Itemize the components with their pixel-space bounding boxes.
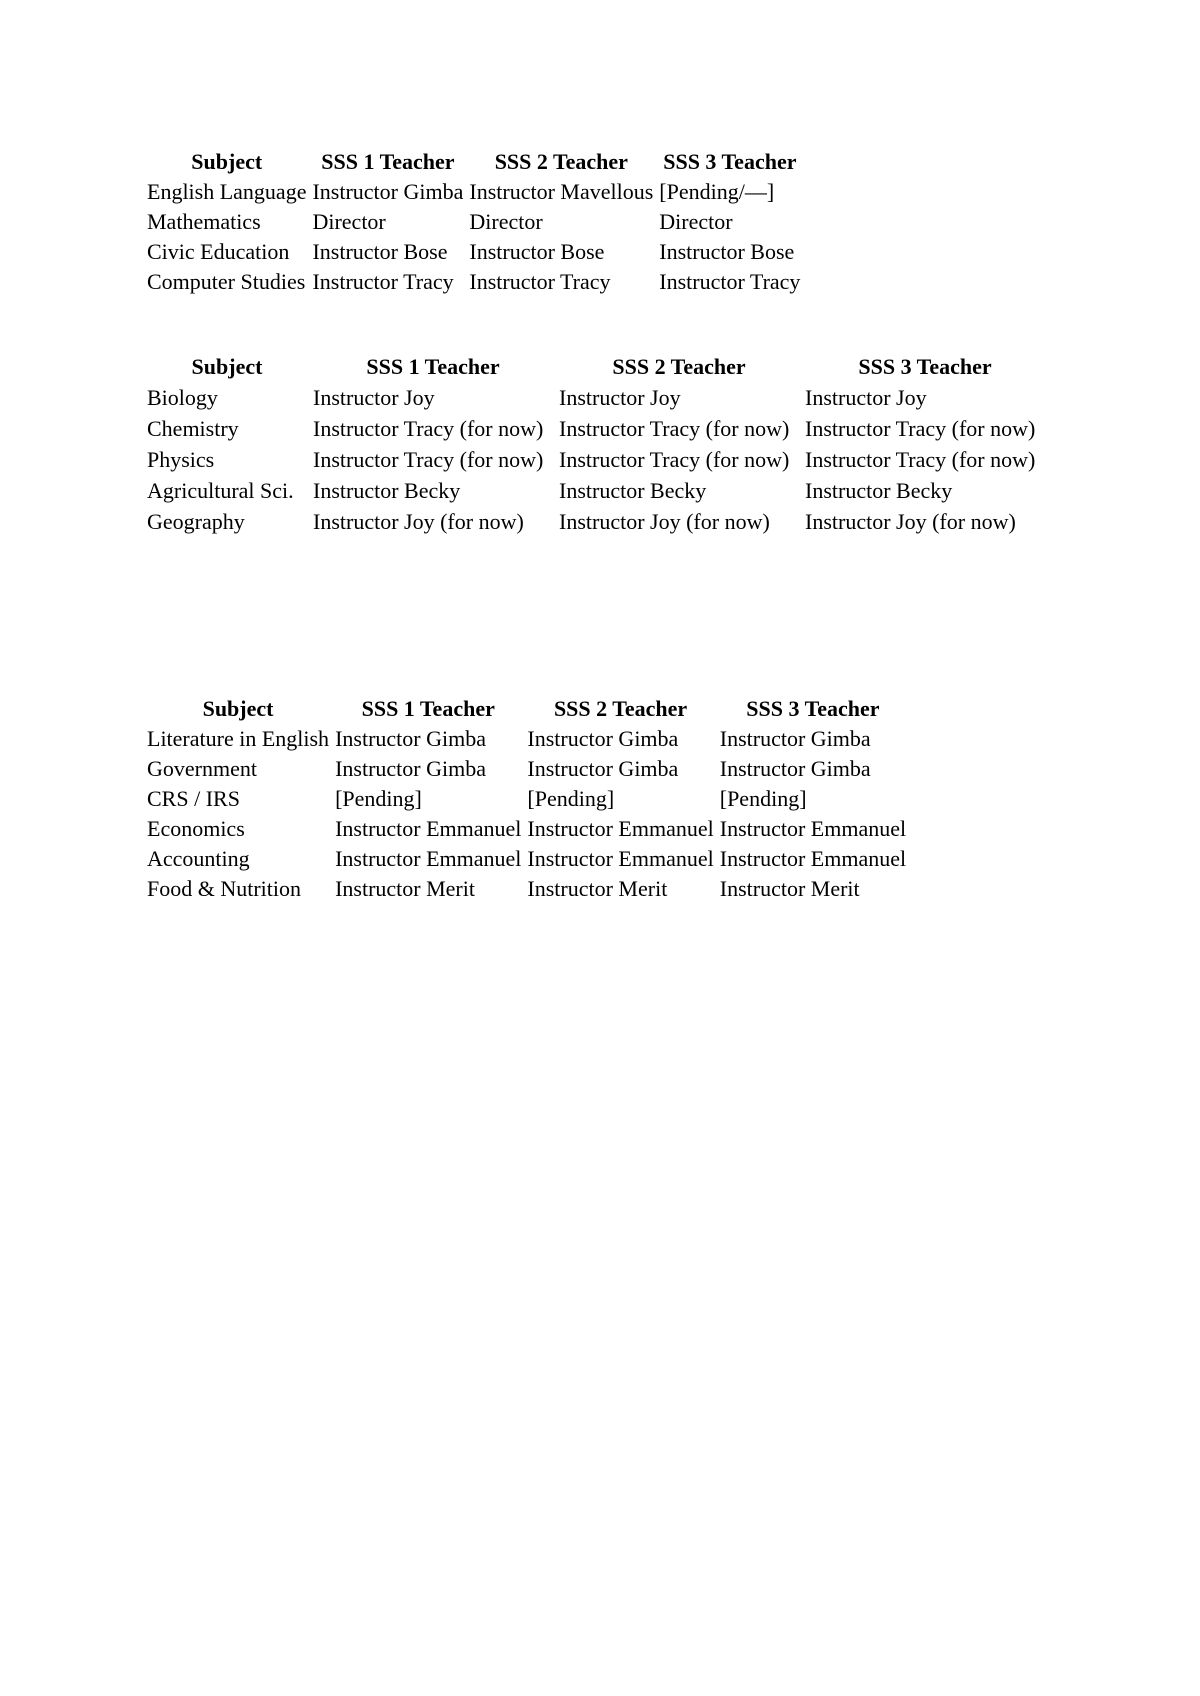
sss3-teacher-cell: Instructor Merit [719, 876, 860, 901]
subject-cell: Agricultural Sci. [147, 478, 294, 503]
sss2-teacher-cell: Instructor Tracy (for now) [559, 447, 790, 472]
sss3-teacher-cell: Instructor Becky [805, 478, 953, 503]
sss1-teacher-cell: Director [312, 209, 386, 234]
sss2-teacher-cell: Instructor Emmanuel [527, 816, 714, 841]
sss1-teacher-cell: Instructor Becky [313, 478, 461, 503]
subject-cell: Food & Nutrition [147, 876, 302, 901]
subject-cell: Economics [147, 816, 245, 841]
subject-cell: Mathematics [147, 209, 261, 234]
header-sss2-teacher: SSS 2 Teacher [553, 696, 688, 721]
sss3-teacher-cell: Instructor Tracy (for now) [805, 416, 1036, 441]
header-subject: Subject [191, 354, 263, 379]
sss2-teacher-cell: Instructor Tracy (for now) [559, 416, 790, 441]
table-row [144, 844, 909, 874]
subject-cell: Chemistry [147, 416, 239, 441]
sss3-teacher-cell: [Pending] [719, 786, 807, 811]
sss2-teacher-cell: Instructor Becky [559, 478, 707, 503]
header-sss3-teacher: SSS 3 Teacher [858, 354, 992, 379]
table-row [144, 444, 1048, 475]
sss3-teacher-cell: Instructor Emmanuel [719, 846, 907, 871]
sss3-teacher-cell: Instructor Tracy (for now) [805, 447, 1036, 472]
subject-cell: English Language [147, 179, 307, 204]
header-sss3-teacher: SSS 3 Teacher [663, 149, 797, 174]
sss2-teacher-cell: Instructor Joy [559, 385, 681, 410]
sss2-teacher-cell: Instructor Tracy [469, 269, 611, 294]
sss3-teacher-cell: Instructor Tracy [659, 269, 801, 294]
sss3-teacher-cell: Instructor Joy (for now) [805, 509, 1016, 534]
subject-cell: Literature in English [147, 726, 330, 751]
header-subject: Subject [191, 149, 263, 174]
table-row [144, 814, 909, 844]
table-row [144, 475, 1048, 506]
sss2-teacher-cell: Director [469, 209, 543, 234]
sss1-teacher-cell: Instructor Tracy (for now) [313, 416, 544, 441]
sss1-teacher-cell: Instructor Emmanuel [335, 846, 522, 871]
subject-cell: CRS / IRS [147, 786, 240, 811]
table-row [144, 237, 803, 267]
header-sss2-teacher: SSS 2 Teacher [612, 354, 746, 379]
subject-cell: Geography [147, 509, 245, 534]
sss2-teacher-cell: Instructor Merit [527, 876, 668, 901]
subject-cell: Computer Studies [147, 269, 306, 294]
subject-cell: Physics [147, 447, 215, 472]
sss2-teacher-cell: Instructor Bose [469, 239, 605, 264]
sss3-teacher-cell: [Pending/—] [659, 179, 775, 204]
sss3-teacher-cell: Director [659, 209, 733, 234]
subject-cell: Civic Education [147, 239, 290, 264]
table-row [144, 874, 909, 904]
sss1-teacher-cell: Instructor Gimba [335, 726, 486, 751]
sss1-teacher-cell: Instructor Bose [312, 239, 448, 264]
header-sss2-teacher: SSS 2 Teacher [494, 149, 628, 174]
table-header-row [144, 351, 1048, 382]
sss1-teacher-cell: Instructor Emmanuel [335, 816, 522, 841]
sss2-teacher-cell: Instructor Gimba [527, 726, 679, 751]
table-row [144, 382, 1048, 413]
sss1-teacher-cell: Instructor Merit [335, 876, 475, 901]
subject-cell: Biology [147, 385, 218, 410]
table-row [144, 267, 803, 297]
subject-teacher-table-2 [144, 351, 1048, 537]
sss2-teacher-cell: Instructor Gimba [527, 756, 679, 781]
header-subject: Subject [202, 696, 274, 721]
table-row [144, 506, 1048, 537]
sss2-teacher-cell: Instructor Mavellous [469, 179, 654, 204]
sss1-teacher-cell: Instructor Gimba [312, 179, 464, 204]
sss1-teacher-cell: Instructor Gimba [335, 756, 486, 781]
sss1-teacher-cell: Instructor Tracy [312, 269, 454, 294]
sss1-teacher-cell: Instructor Joy (for now) [313, 509, 524, 534]
subject-teacher-table-1 [144, 146, 803, 297]
subject-teacher-table-3 [144, 693, 909, 904]
sss1-teacher-cell: Instructor Tracy (for now) [313, 447, 544, 472]
sss3-teacher-cell: Instructor Gimba [719, 726, 871, 751]
sss2-teacher-cell: Instructor Emmanuel [527, 846, 714, 871]
subject-cell: Government [147, 756, 257, 781]
table-header-row [144, 146, 803, 177]
sss1-teacher-cell: Instructor Joy [313, 385, 435, 410]
sss2-teacher-cell: [Pending] [527, 786, 615, 811]
header-sss1-teacher: SSS 1 Teacher [366, 354, 500, 379]
table-row [144, 177, 803, 207]
table-row [144, 784, 909, 814]
header-sss1-teacher: SSS 1 Teacher [361, 696, 495, 721]
table-row [144, 207, 803, 237]
table-header-row [144, 693, 909, 724]
table-row [144, 754, 909, 784]
header-sss1-teacher: SSS 1 Teacher [321, 149, 455, 174]
table-row [144, 413, 1048, 444]
sss1-teacher-cell: [Pending] [335, 786, 422, 811]
sss3-teacher-cell: Instructor Joy [805, 385, 927, 410]
sss3-teacher-cell: Instructor Gimba [719, 756, 871, 781]
sss2-teacher-cell: Instructor Joy (for now) [559, 509, 770, 534]
subject-cell: Accounting [147, 846, 250, 871]
header-sss3-teacher: SSS 3 Teacher [746, 696, 880, 721]
sss3-teacher-cell: Instructor Bose [659, 239, 795, 264]
sss3-teacher-cell: Instructor Emmanuel [719, 816, 907, 841]
table-row [144, 724, 909, 754]
